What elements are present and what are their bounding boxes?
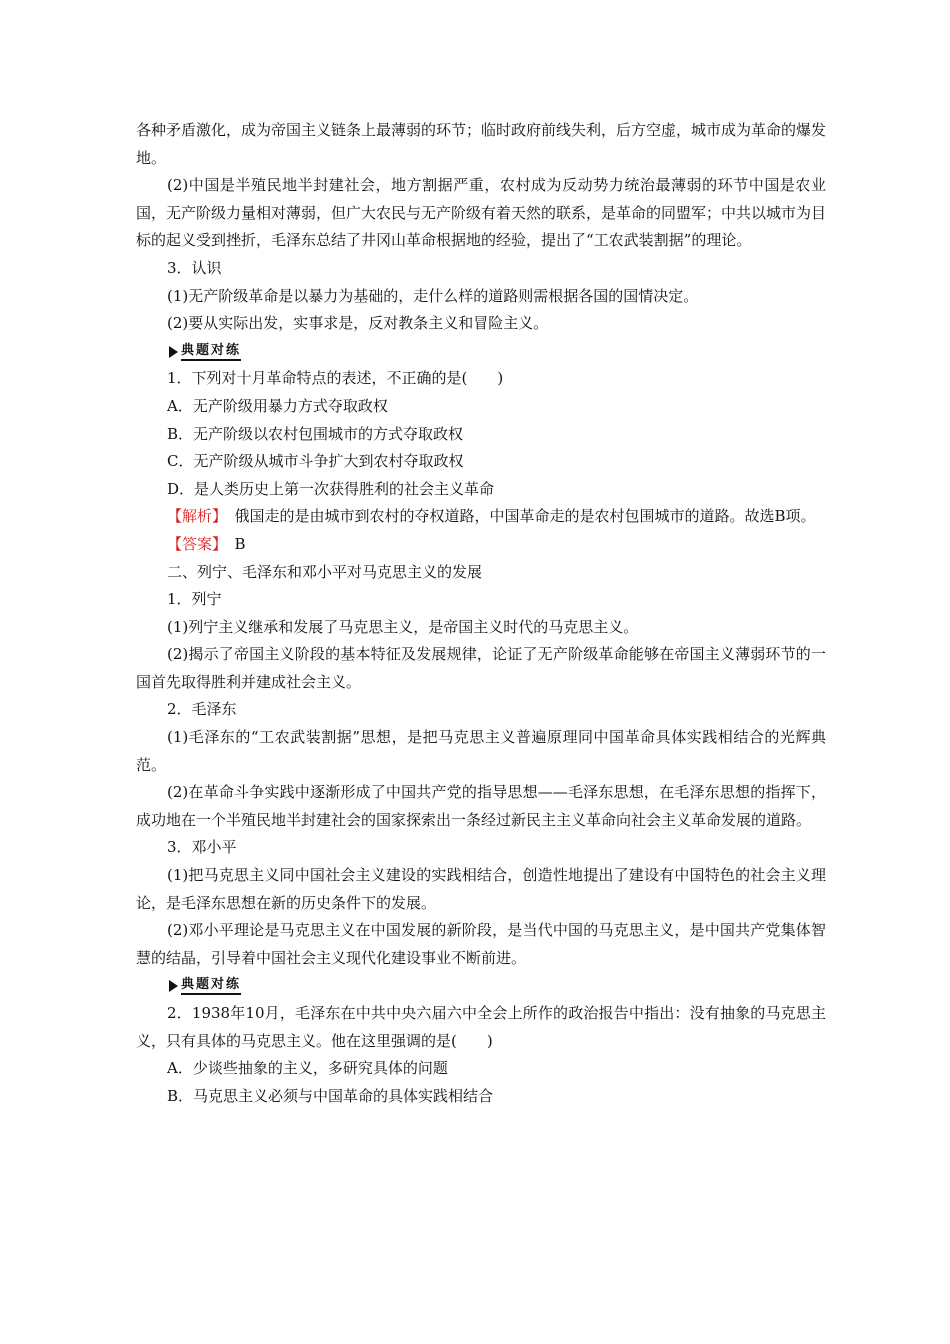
question-2: 2．1938年10月，毛泽东在中共中央六届六中全会上所作的政治报告中指出：没有抽象的马克思主义，只有具体的马克思主义。他在这里强调的是( ) [136, 1004, 826, 1050]
exercise-badge-label: 典题对练 [181, 977, 241, 995]
deng-point-2: (2)邓小平理论是马克思主义在中国发展的新阶段，是当代中国的马克思主义，是中国共产党集体智慧的结晶，引导着中国社会主义现代化建设事业不断前进。 [136, 921, 826, 967]
point-seek-truth: (2)要从实际出发，实事求是，反对教条主义和冒险主义。 [167, 314, 549, 333]
mao-point-2: (2)在革命斗争实践中逐渐形成了中国共产党的指导思想——毛泽东思想，在毛泽东思想的指挥下，成功地在一个半殖民地半封建社会的国家探索出一条经过新民主主义革命向社会主义革命发展的道路。 [136, 783, 826, 829]
heading-mao: 2．毛泽东 [167, 700, 237, 719]
paragraph-city-revolution: 各种矛盾激化，成为帝国主义链条上最薄弱的环节；临时政府前线失利，后方空虚，城市成为革命的爆发地。 [136, 121, 827, 167]
lenin-point-1: (1)列宁主义继承和发展了马克思主义，是帝国主义时代的马克思主义。 [167, 617, 639, 636]
answer-label: 【答案】 [167, 534, 220, 553]
paragraph-china-rural: (2)中国是半殖民地半封建社会，地方割据严重，农村成为反动势力统治最薄弱的环节中国是农业国，无产阶级力量相对薄弱，但广大农民与无产阶级有着天然的联系，是革命的同盟军；中共以城市为目标的起义受到挫折，毛泽东总结了井冈山革命根据地的经验，提出了“工农武装割据”的理论。 [136, 176, 827, 250]
analysis-paragraph [136, 503, 826, 531]
answer-text: B [219, 534, 246, 553]
answer-paragraph [136, 531, 826, 559]
question-1-option-c: C．无产阶级从城市斗争扩大到农村夺取政权 [167, 452, 464, 471]
section-2-title: 二、列宁、毛泽东和邓小平对马克思主义的发展 [167, 562, 483, 581]
heading-deng: 3．邓小平 [167, 838, 237, 857]
deng-point-1: (1)把马克思主义同中国社会主义建设的实践相结合，创造性地提出了建设有中国特色的社会主义理论，是毛泽东思想在新的历史条件下的发展。 [136, 866, 826, 912]
question-2-option-b: B．马克思主义必须与中国革命的具体实践相结合 [167, 1086, 494, 1105]
mao-point-1: (1)毛泽东的“工农武装割据”思想，是把马克思主义普遍原理同中国革命具体实践相结合的光辉典范。 [136, 728, 826, 774]
question-1-option-b: B．无产阶级以农村包围城市的方式夺取政权 [167, 424, 464, 443]
question-1-option-a: A．无产阶级用暴力方式夺取政权 [167, 396, 388, 415]
document-body [136, 117, 826, 1110]
exercise-badge-1 [136, 338, 826, 366]
heading-understanding: 3．认识 [167, 258, 222, 277]
exercise-badge-label: 典题对练 [181, 343, 241, 361]
analysis-text: 俄国走的是由城市到农村的夺权道路，中国革命走的是农村包围城市的道路。故选B项。 [219, 507, 816, 526]
lenin-point-2: (2)揭示了帝国主义阶段的基本特征及发展规律，论证了无产阶级革命能够在帝国主义薄弱环节的一国首先取得胜利并建成社会主义。 [136, 645, 826, 691]
heading-lenin: 1．列宁 [167, 590, 222, 609]
point-violence-basis: (1)无产阶级革命是以暴力为基础的，走什么样的道路则需根据各国的国情决定。 [167, 286, 699, 305]
question-2-option-a: A．少谈些抽象的主义，多研究具体的问题 [167, 1059, 448, 1078]
question-1-option-d: D．是人类历史上第一次获得胜利的社会主义革命 [167, 479, 495, 498]
triangle-right-icon [169, 980, 178, 992]
analysis-label: 【解析】 [167, 507, 220, 526]
triangle-right-icon [169, 346, 178, 358]
exercise-badge-2 [136, 972, 826, 1000]
question-1: 1．下列对十月革命特点的表述，不正确的是( ) [167, 369, 504, 388]
